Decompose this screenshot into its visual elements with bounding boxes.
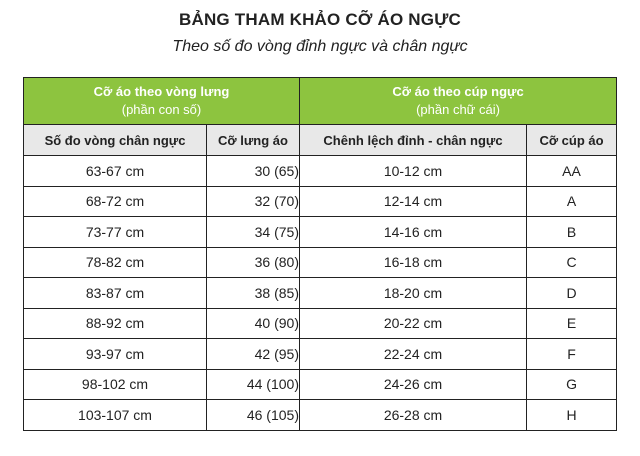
table-row [24,308,617,339]
underbust-cell: 63-67 cm [24,156,207,187]
band-size-cell: 40 (90) [207,308,300,339]
band-size-cell: 44 (100) [207,369,300,400]
underbust-cell: 83-87 cm [24,278,207,309]
band-group-note: (phần con số) [121,102,202,117]
cup-size-cell: H [527,400,617,431]
column-header-underbust: Số đo vòng chân ngực [24,125,207,156]
difference-cell: 20-22 cm [300,308,527,339]
table-row [24,247,617,278]
cup-size-cell: G [527,369,617,400]
band-size-cell: 30 (65) [207,156,300,187]
column-header-row [24,125,617,156]
band-size-cell: 36 (80) [207,247,300,278]
band-size-cell: 38 (85) [207,278,300,309]
table-row [24,400,617,431]
cup-group-title: Cỡ áo theo cúp ngực [392,84,524,99]
underbust-cell: 68-72 cm [24,186,207,217]
cup-size-cell: A [527,186,617,217]
column-header-band-size: Cỡ lưng áo [207,125,300,156]
bra-size-table [23,77,617,431]
table-row [24,278,617,309]
underbust-cell: 73-77 cm [24,217,207,248]
difference-cell: 22-24 cm [300,339,527,370]
table-row [24,369,617,400]
cup-size-cell: AA [527,156,617,187]
column-header-difference: Chênh lệch đỉnh - chân ngực [300,125,527,156]
difference-cell: 12-14 cm [300,186,527,217]
column-header-cup-size: Cỡ cúp áo [527,125,617,156]
group-header-row [24,78,617,125]
cup-group-header [300,78,617,125]
table-row [24,339,617,370]
page-title: BẢNG THAM KHẢO CỠ ÁO NGỰC [179,10,461,29]
cup-size-cell: C [527,247,617,278]
band-size-cell: 32 (70) [207,186,300,217]
difference-cell: 26-28 cm [300,400,527,431]
difference-cell: 10-12 cm [300,156,527,187]
underbust-cell: 88-92 cm [24,308,207,339]
cup-size-cell: E [527,308,617,339]
table-row [24,217,617,248]
table-row [24,186,617,217]
page-subtitle: Theo số đo vòng đỉnh ngực và chân ngực [172,38,468,55]
underbust-cell: 103-107 cm [24,400,207,431]
band-group-title: Cỡ áo theo vòng lưng [93,84,230,99]
underbust-cell: 93-97 cm [24,339,207,370]
cup-size-cell: F [527,339,617,370]
underbust-cell: 78-82 cm [24,247,207,278]
difference-cell: 14-16 cm [300,217,527,248]
cup-group-note: (phần chữ cái) [416,102,500,117]
band-size-cell: 46 (105) [207,400,300,431]
band-size-cell: 42 (95) [207,339,300,370]
table-row [24,156,617,187]
difference-cell: 16-18 cm [300,247,527,278]
underbust-cell: 98-102 cm [24,369,207,400]
difference-cell: 24-26 cm [300,369,527,400]
difference-cell: 18-20 cm [300,278,527,309]
band-size-cell: 34 (75) [207,217,300,248]
band-group-header [24,78,300,125]
cup-size-cell: B [527,217,617,248]
cup-size-cell: D [527,278,617,309]
